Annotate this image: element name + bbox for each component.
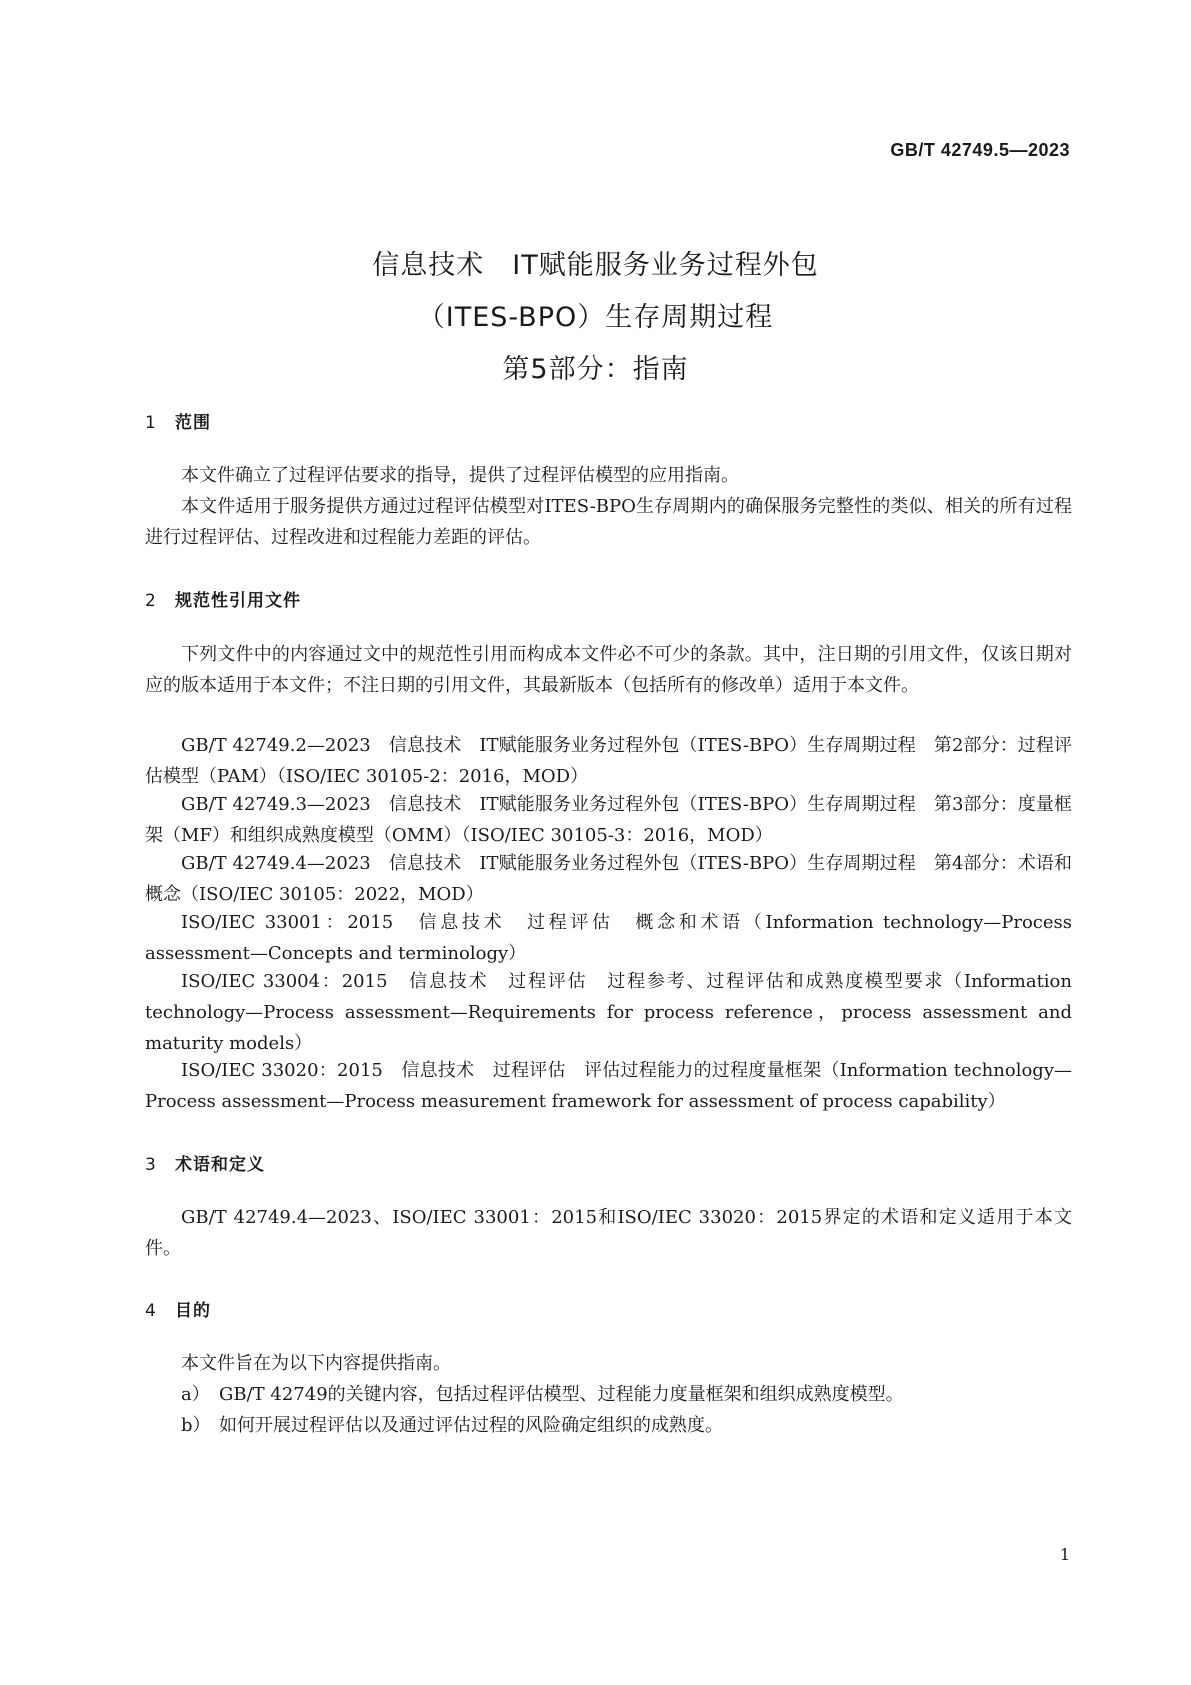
reference-6: ISO/IEC 33020：2015 信息技术 过程评估 评估过程能力的过程度量框架（Information technology—Process assessment—Process measurement framework for assessment of process capability） (145, 1060, 1072, 1112)
section-number: 1 (145, 413, 157, 433)
document-title (0, 240, 1191, 396)
list-item (181, 1410, 723, 1441)
section-title: 目的 (175, 1301, 211, 1321)
section-1-heading (145, 408, 211, 433)
reference-5: ISO/IEC 33004：2015 信息技术 过程评估 过程参考、过程评估和成熟度模型要求（Information technology—Process assessment—Requirements for process reference，process assessment and maturity models） (145, 971, 1072, 1054)
section-title: 规范性引用文件 (175, 591, 301, 611)
page-number: 1 (1059, 1545, 1070, 1564)
list-marker: b） (181, 1415, 211, 1436)
reference-3: GB/T 42749.4—2023 信息技术 IT赋能服务业务过程外包（ITES-BPO）生存周期过程 第4部分：术语和概念（ISO/IEC 30105：2022，MOD） (145, 853, 1072, 905)
list-text: GB/T 42749的关键内容，包括过程评估模型、过程能力度量框架和组织成熟度模型。 (219, 1384, 904, 1405)
section-number: 3 (145, 1155, 157, 1175)
section-2-intro: 下列文件中的内容通过文中的规范性引用而构成本文件必不可少的条款。其中，注日期的引用文件，仅该日期对应的版本适用于本文件；不注日期的引用文件，其最新版本（包括所有的修改单）适用于本文件。 (145, 644, 1072, 696)
standard-code: GB/T 42749.5—2023 (890, 140, 1070, 160)
section-number: 4 (145, 1301, 157, 1321)
section-1-paragraph-2: 本文件适用于服务提供方通过过程评估模型对ITES-BPO生存周期内的确保服务完整性的类似、相关的所有过程进行过程评估、过程改进和过程能力差距的评估。 (145, 496, 1072, 548)
title-line-1: 信息技术 IT赋能服务业务过程外包 (372, 250, 819, 281)
reference-2: GB/T 42749.3—2023 信息技术 IT赋能服务业务过程外包（ITES-BPO）生存周期过程 第3部分：度量框架（MF）和组织成熟度模型（OMM）（ISO/IEC 30105-3：2016，MOD） (145, 794, 1072, 846)
list-text: 如何开展过程评估以及通过评估过程的风险确定组织的成熟度。 (219, 1415, 723, 1436)
section-1-paragraph-1: 本文件确立了过程评估要求的指导，提供了过程评估模型的应用指南。 (181, 465, 739, 486)
title-line-3: 第5部分：指南 (502, 354, 689, 385)
section-title: 术语和定义 (175, 1155, 265, 1175)
section-3-heading (145, 1150, 265, 1175)
reference-4: ISO/IEC 33001：2015 信息技术 过程评估 概念和术语（Information technology—Process assessment—Concepts and terminology） (145, 912, 1072, 964)
section-number: 2 (145, 591, 157, 611)
section-2-heading (145, 586, 301, 611)
section-3-paragraph-1: GB/T 42749.4—2023、ISO/IEC 33001：2015和ISO/IEC 33020：2015界定的术语和定义适用于本文件。 (145, 1207, 1072, 1259)
list-item (181, 1379, 904, 1410)
title-line-2: （ITES-BPO）生存周期过程 (417, 302, 774, 333)
section-4-paragraph-1: 本文件旨在为以下内容提供指南。 (181, 1353, 451, 1374)
reference-1: GB/T 42749.2—2023 信息技术 IT赋能服务业务过程外包（ITES-BPO）生存周期过程 第2部分：过程评估模型（PAM）（ISO/IEC 30105-2：2016，MOD） (145, 735, 1072, 787)
section-4-heading (145, 1296, 211, 1321)
section-title: 范围 (175, 413, 211, 433)
list-marker: a） (181, 1384, 210, 1405)
